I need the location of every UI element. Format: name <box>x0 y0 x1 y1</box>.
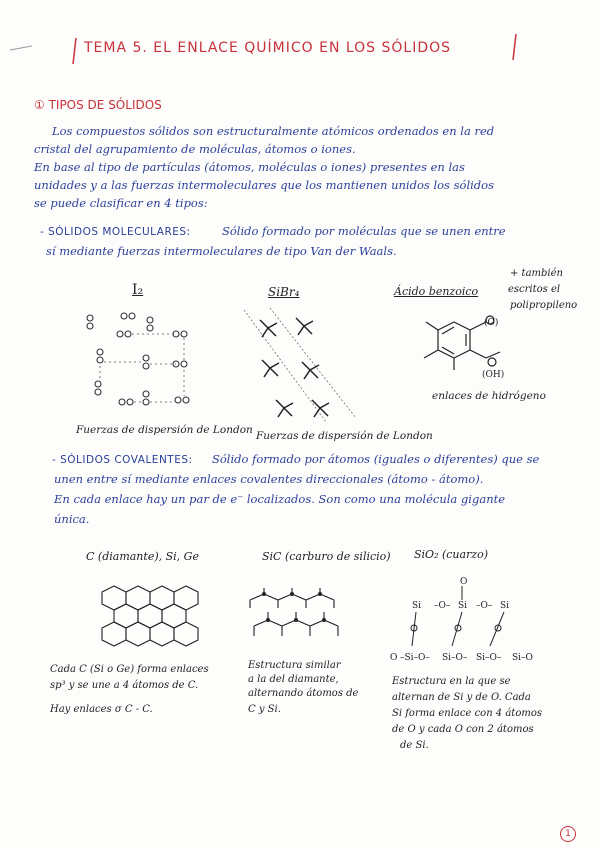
covalent-heading: - SÓLIDOS COVALENTES: <box>52 454 193 466</box>
acid-label-oh: (OH) <box>482 370 505 380</box>
caption-sio2-5: de Si. <box>400 740 429 751</box>
example-label-sio2: SiO₂ (cuarzo) <box>414 548 489 561</box>
caption-sio2-4: de O y cada O con 2 átomos <box>392 724 534 735</box>
intro-line-4: unidades y a las fuerzas intermoleculares que los mantienen unidos los sólidos <box>34 178 494 192</box>
example-label-acid: Ácido benzoico <box>394 285 479 298</box>
molecular-heading: - SÓLIDOS MOLECULARES: <box>40 226 191 238</box>
covalent-line-3: En cada enlace hay un par de e⁻ localizados. Son como una molécula gigante <box>54 492 506 506</box>
intro-line-3: En base al tipo de partículas (átomos, moléculas o iones) presentes en las <box>34 160 465 174</box>
caption-diamond-1: Cada C (Si o Ge) forma enlaces <box>50 664 209 675</box>
svg-text:O: O <box>460 577 468 587</box>
covalent-line-4: única. <box>54 512 90 526</box>
svg-text:Si–O–: Si–O– <box>442 653 468 663</box>
page-number: 1 <box>565 829 571 839</box>
covalent-line-1: Sólido formado por átomos (iguales o diferentes) que se <box>212 452 540 466</box>
caption-sic-2: a la del diamante, <box>248 674 339 685</box>
example-label-sibr4: SiBr₄ <box>268 285 300 299</box>
molecular-line-1: Sólido formado por moléculas que se unen entre <box>222 224 506 238</box>
caption-sic-1: Estructura similar <box>248 660 341 671</box>
caption-diamond-2: sp³ y se une a 4 átomos de C. <box>50 680 199 691</box>
intro-line-2: cristal del agrupamiento de moléculas, átomos o iones. <box>34 142 356 156</box>
svg-text:–O–: –O– <box>434 601 451 611</box>
diamond-lattice-drawing <box>92 582 212 652</box>
caption-sic-3: alternando átomos de <box>248 688 359 699</box>
example-label-diamond: C (diamante), Si, Ge <box>86 550 199 563</box>
svg-text:Si: Si <box>412 601 422 611</box>
svg-text:Si: Si <box>458 601 468 611</box>
caption-sio2-2: alternan de Si y de O. Cada <box>392 692 531 703</box>
caption-sibr4: Fuerzas de dispersión de London <box>256 430 433 442</box>
intro-line-1: Los compuestos sólidos son estructuralmente atómicos ordenados en la red <box>52 124 495 138</box>
sibr4-molecules-drawing <box>240 306 360 426</box>
svg-text:O: O <box>390 653 398 663</box>
benzoic-acid-drawing <box>408 312 518 392</box>
caption-i2: Fuerzas de dispersión de London <box>76 424 253 436</box>
svg-text:Si–O–: Si–O– <box>476 653 502 663</box>
molecular-line-2: sí mediante fuerzas intermoleculares de tipo Van der Waals. <box>46 244 397 258</box>
section-heading-tipos: ① TIPOS DE SÓLIDOS <box>34 98 162 112</box>
page-title: TEMA 5. EL ENLACE QUÍMICO EN LOS SÓLIDOS <box>84 40 452 56</box>
example-label-i2: I₂ <box>132 282 144 298</box>
caption-acid: enlaces de hidrógeno <box>432 390 546 402</box>
svg-text:Si–O: Si–O <box>512 653 533 663</box>
covalent-line-2: unen entre sí mediante enlaces covalentes direccionales (átomo - átomo). <box>54 472 484 486</box>
svg-text:–O–: –O– <box>476 601 493 611</box>
title-bracket-right <box>510 32 520 62</box>
svg-text:–Si–O–: –Si–O– <box>400 653 430 663</box>
caption-sic-4: C y Si. <box>248 704 281 715</box>
margin-mark <box>8 44 38 54</box>
example-label-sic: SiC (carburo de silicio) <box>262 550 391 563</box>
acid-note-3: polipropileno <box>510 300 578 311</box>
i2-lattice-drawing <box>80 308 210 418</box>
intro-line-5: se puede clasificar en 4 tipos: <box>34 196 208 210</box>
title-bracket-left <box>70 36 80 66</box>
acid-note-1: + también <box>510 268 563 279</box>
caption-sio2-1: Estructura en la que se <box>392 676 511 687</box>
caption-sio2-3: Si forma enlace con 4 átomos <box>392 708 542 719</box>
sic-lattice-drawing <box>244 586 344 646</box>
acid-label-o: (O) <box>484 318 499 328</box>
caption-diamond-3: Hay enlaces σ C - C. <box>50 704 153 715</box>
svg-text:Si: Si <box>500 601 510 611</box>
acid-note-2: escritos el <box>508 284 561 295</box>
sio2-network-drawing <box>386 576 566 666</box>
